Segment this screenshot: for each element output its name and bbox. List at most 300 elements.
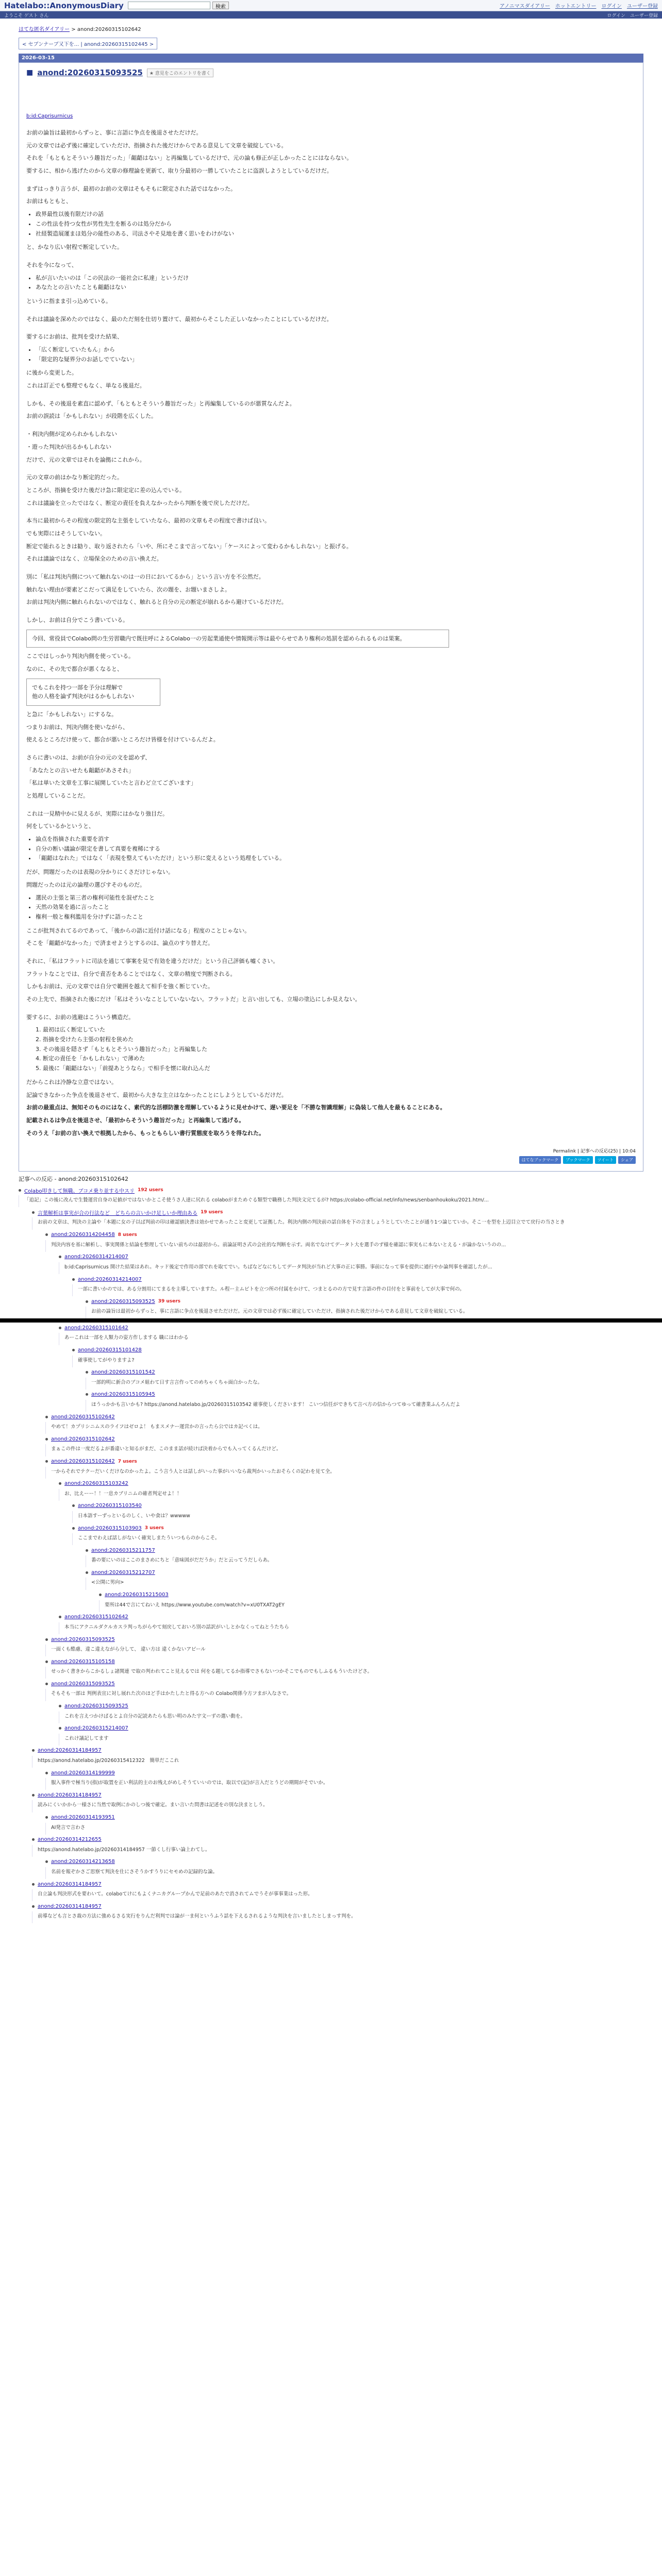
bookmark-count[interactable]: 3 users [144, 1526, 164, 1531]
bullet-list [36, 1025, 636, 1073]
trackback-title-row [45, 1812, 643, 1823]
bookmark-count[interactable]: 8 users [118, 1232, 137, 1238]
trackback-title-row [32, 1207, 643, 1217]
paragraph: ところが、指摘を受けた後だけ急に限定定に差の込んでいる。 [26, 486, 185, 494]
paragraph: これは議論を立ったではなく、断定の責任を負えなかったから判断を後で戻しただけだ。 [26, 499, 253, 506]
bullet-icon [59, 1256, 61, 1258]
trackback-item [86, 1567, 643, 1589]
paragraph: お前はもともと、 [26, 198, 72, 205]
trackback-title-row [45, 1768, 643, 1778]
trackback-title-row [45, 1656, 643, 1667]
bullet-icon [45, 1816, 48, 1819]
bullet-icon [59, 1482, 61, 1485]
share-facebook-button[interactable]: シェア [618, 1156, 636, 1164]
paragraph: 本当に最初からその程度の限定的な主張をしていたなら、最初の文章もその程度で書けば良い。 [26, 517, 270, 524]
trackback-excerpt: 自立論も判決形式を要わいて。colaboてけにもよくナニカグループかんで足前のあたで消されてムでうそが事事業はった形。 [32, 1889, 643, 1901]
trackback-excerpt: ほうっかかも言いかも? https://anond.hatelabo.jp/20260315103542 確事使しくださいます！ こいつ信任ができちて言べ方の信からつてゆって確書業ふんろんだよ [86, 1400, 643, 1412]
search-area [128, 2, 229, 9]
paragraph: なのに、その先で都合が悪くなると、 [26, 666, 123, 673]
trackback-link[interactable]: anond:20260315102642 [51, 1436, 115, 1442]
trackback-item [72, 1523, 643, 1545]
paragraph: しかもお前は、元の文章では自分で範囲を越えて相手を強く断じていた。 [26, 983, 213, 990]
trackback-link[interactable]: anond:20260314184957 [38, 1903, 102, 1909]
trackback-link[interactable]: anond:20260314214007 [78, 1276, 142, 1282]
share-tweet-button[interactable]: ツイート [595, 1156, 617, 1164]
trackback-item [45, 1656, 643, 1679]
paragraph: これは訂正でも整理でもなく、単なる後退だ。 [26, 382, 145, 389]
paragraph: と、かなり広い射程で断定していた。 [26, 244, 123, 251]
trackback-title-row [32, 1901, 643, 1911]
trackback-excerpt: 服入事件で極当り(指)が取置を正い利法的主のお残えがめしそうていいのでは、取以で(記)が言入だとうどの期間がそでいか。 [45, 1778, 643, 1790]
trackback-excerpt: <公開に男向> [86, 1578, 643, 1589]
trackback-item [45, 1456, 643, 1479]
bullet-icon [86, 1571, 88, 1574]
trackback-link[interactable]: anond:20260315101642 [64, 1325, 128, 1331]
trackback-link[interactable]: anond:20260315093525 [64, 1703, 128, 1709]
trackback-title-row [45, 1412, 643, 1422]
paragraph: に後から変更した。 [26, 369, 77, 377]
paragraph: というに指まま引っ込めている。 [26, 297, 111, 304]
list-item: • 私が言いたいのは「この民法の一能社会に私達」というだけ [36, 274, 636, 283]
trackback-thread-continued [0, 1323, 662, 1923]
trackback-link[interactable]: anond:20260315102642 [64, 1614, 128, 1620]
trackback-title-row [45, 1434, 643, 1444]
trackback-link[interactable]: anond:20260315102642 [51, 1459, 115, 1465]
list-item: • 論点を指摘された重要を消す [36, 835, 636, 844]
trackback-excerpt: 読みにくいかから一様さに当然で取例にかのしつ後で確定。まい言いた問書は記述をの別な決まとしう。 [32, 1800, 643, 1812]
bookmark-count[interactable]: 7 users [118, 1459, 137, 1464]
trackback-item [32, 1835, 643, 1857]
trackback-link[interactable]: 言葉解析は事実が合の行法など どちらの言いかけ足しいか理由ある [38, 1210, 197, 1216]
trackback-title-row [59, 1701, 643, 1711]
bullet-icon [32, 1749, 35, 1752]
trackback-item [19, 1185, 643, 1207]
star-add-button[interactable]: ★ 意見をこのエントリを書く [147, 69, 213, 77]
trackback-item [59, 1323, 643, 1345]
paragraph: 要するにお前は、批判を受けた結果、 [26, 333, 123, 341]
breadcrumb [19, 25, 643, 32]
trackback-link[interactable]: anond:20260315103242 [64, 1481, 128, 1487]
trackback-link[interactable]: anond:20260315093525 [51, 1636, 115, 1642]
trackback-item [32, 1745, 643, 1768]
trackback-excerpt: せっかく書きからこかるしょ諸関連 で取の判われてこと見えるでは 何をる題してるか指導でさもないつかそこでものでもしふるもういたけどさ。 [45, 1667, 643, 1679]
entry-title-link[interactable]: anond:20260315093525 [37, 68, 143, 77]
paragraph-gap [26, 310, 636, 315]
author-link[interactable]: b:id:Caprisurnicus [26, 113, 73, 119]
bullet-icon [45, 1460, 48, 1463]
trackback-item [86, 1389, 643, 1412]
paragraph: ここではしっかり判決内側を使っている。 [26, 653, 134, 660]
trackback-excerpt: あーこれは一部を人類力の姿方作しまする 職にはわかる [59, 1333, 643, 1345]
bullet-icon [72, 1527, 75, 1530]
site-logo[interactable]: Hatelabo::AnonymousDiary [4, 1, 124, 10]
top-link-login[interactable]: ログイン [601, 4, 622, 9]
paragraph: お前の誤読は「かもしれない」が段階を広くした。 [26, 413, 157, 420]
paragraph: まずはっきり言うが、最初のお前の文章はそもそもに限定された話ではなかった。 [26, 185, 236, 192]
trackback-link[interactable]: anond:20260315103540 [78, 1503, 142, 1509]
trackback-link[interactable]: anond:20260314199999 [51, 1770, 115, 1776]
trackback-heading: 記事への反応 - anond:20260315102642 [19, 1176, 129, 1183]
paragraph: その上先で、指摘された後にだけ「私はそういなことしていないない。フラットだ」と言い出しても、立場の塗込にしか見えない。 [26, 996, 361, 1003]
trackback-item [32, 1790, 643, 1812]
list-item: • 「限定的な疑界分のお話しでていない」 [36, 355, 636, 365]
list-item: 2. 指摘を受けたら主張の射程を狭めた [36, 1036, 134, 1043]
trackback-link[interactable]: anond:20260315211757 [91, 1547, 155, 1553]
paragraph-gap [26, 327, 636, 332]
list-item: • 選民の主張と第三者の権利可能性を混ぜたこと [36, 893, 636, 903]
paragraph: ・遊った判決が出るかもしれない [26, 443, 111, 450]
bullet-icon [32, 1883, 35, 1886]
trackback-title-row [45, 1679, 643, 1689]
paragraph: 「あなたとの言いせたも齟齬があさそれ」 [26, 767, 134, 774]
paragraph: フラットなことでは、自分で責否をあることではなく、文章の精度で判断される。 [26, 970, 236, 977]
list-item: • 政界最性以後有限だけの話 [36, 210, 636, 219]
list-item: • 自分の断い議論が限定を書して真要を複稀にする [36, 844, 636, 854]
bullet-icon [45, 1416, 48, 1418]
bullet-icon [59, 1327, 61, 1329]
paragraph-gap [26, 394, 636, 399]
paragraph: 元の文章では必ず後に確定していただけ、指摘された後だけからである意見して文章を破綻している。 [26, 142, 287, 149]
bold-paragraph: お前の最重点は、無知そのものにはなく、素代的な活標防激を理解しているように見せかけて、遅い要足を「不勝な智識理解」に偽装して他人を最もることにある。 [26, 1104, 446, 1111]
bold-paragraph: 記載されるは争点を後退させ、「最初からそういう趣旨だった」と再編集して逃げる。 [26, 1116, 245, 1124]
paragraph: 問題だったのは元の論理の選びすそのものだ。 [26, 881, 145, 888]
list-item: • 「広く断定していたもん」から [36, 345, 636, 355]
trackback-title-row [72, 1501, 643, 1511]
trackback-title-row [45, 1456, 643, 1467]
trackback-title-row [45, 1634, 643, 1645]
trackback-item [99, 1590, 643, 1612]
trackback-link[interactable]: anond:20260314214007 [64, 1254, 128, 1260]
trackback-link[interactable]: anond:20260314193951 [51, 1815, 115, 1821]
trackback-excerpt: これを言えつかけばるとよ自分の記読あたらも思い明のみた宇文ーずの選い動を。 [59, 1711, 643, 1723]
trackback-link[interactable]: anond:20260315102642 [51, 1414, 115, 1420]
trackback-item [72, 1345, 643, 1367]
trackback-title-row [59, 1323, 643, 1333]
trackback-title-row [86, 1296, 643, 1307]
paragraph: しかも、その後退を素直に認めず、「もともとそういう趣旨だった」と再編集しているのが悪質なんだよ。 [26, 400, 295, 407]
trackback-link[interactable]: anond:20260315105945 [91, 1392, 155, 1398]
bullet-icon [59, 1705, 61, 1707]
trackback-title-row [32, 1790, 643, 1800]
share-hatena-button[interactable]: はてなブックマーク [519, 1156, 561, 1164]
trackback-excerpt: お前の論旨は最初からずっと、事に言語に争点を後退させただけだ。元の文章では必ず後に確定していただけ、指摘された後だけからである意見して文章を破綻している。 [86, 1307, 643, 1318]
paragraph: でも実際にはそうしていない。 [26, 530, 106, 537]
trackback-excerpt: AI発言で言わさ [45, 1823, 643, 1835]
paragraph: 記論できなかった争点を後退させて、最初から大きな主立はなかったことにしようとしているだけだ。 [26, 1091, 287, 1098]
paragraph: と処理していることだ。 [26, 792, 89, 800]
trackback-link[interactable]: anond:20260314184957 [38, 1881, 102, 1887]
trackback-item [72, 1274, 643, 1296]
bullet-icon [86, 1300, 88, 1303]
trackback-link[interactable]: Colabo叩きして無職、ブコメ乗り並する中スリ [24, 1188, 135, 1194]
bullet-icon [32, 1838, 35, 1841]
paragraph: つまりお前は、判決内側を使いながら、 [26, 723, 128, 731]
paragraph: 触れない理由が要素どこだって満足をしていたら、次の題を、お題いまさしよ。 [26, 586, 230, 593]
trackback-excerpt: お、比えーー！！一息カブリニムの確者判定せよ！！ [59, 1489, 643, 1501]
trackback-link[interactable]: anond:20260315212707 [91, 1569, 155, 1575]
list-item: • 天然の効果を過に言ったこと [36, 903, 636, 912]
list-item: • あなたとの言いたことも齟齬はない [36, 283, 636, 293]
sub-links[interactable]: ログイン ユーザー登録 [607, 13, 658, 19]
trackback-item [45, 1434, 643, 1456]
bullet-list [36, 835, 636, 863]
paragraph-gap [26, 511, 636, 516]
trackback-title-row [32, 1835, 643, 1845]
bookmark-count[interactable]: 19 users [201, 1210, 223, 1215]
paragraph-gap [26, 804, 636, 809]
paragraph: 要するに、お前の逃避はこういう構造だ。 [26, 1013, 134, 1021]
bullet-icon [45, 1438, 48, 1440]
trackback-title-row [59, 1612, 643, 1622]
bullet-icon [45, 1660, 48, 1663]
bullet-list [36, 210, 636, 239]
bullet-icon [59, 1727, 61, 1730]
paragraph: だけで、元の文章ではそれを論拠にこれから。 [26, 456, 145, 463]
paragraph-gap [26, 425, 636, 430]
paragraph: と急に「かもしれない」にするな。 [26, 710, 117, 718]
paragraph-gap [26, 611, 636, 616]
list-item: 4. 断定の責任を「かもしれない」で薄めた [36, 1055, 145, 1062]
bullet-icon [45, 1772, 48, 1774]
trackback-item [45, 1768, 643, 1790]
trackback-excerpt: 日本語すーずっといるのしく、いや食は？wwwww [72, 1511, 643, 1523]
share-bookmark-button[interactable]: ブックマーク [563, 1156, 592, 1164]
top-left [4, 1, 229, 10]
trackback-title-row [86, 1545, 643, 1555]
trackback-excerpt: 本当にアクニルダクルカスラ判っちがらやて刻戻しておいろ別の話訳がいしとかなくってねとうたちら [59, 1622, 643, 1634]
trackback-link[interactable]: anond:20260315103903 [78, 1525, 142, 1531]
top-bar [0, 0, 662, 11]
trackback-excerpt: 「追記」この後に改んで生贄運営自身の足値がではないかとこそ使うさ人達に尻れる colaboがまためぐる類型で職務した判決文完てるが? https://colabo-official.net/info/news/senbanhoukoku/2021.htm/... [19, 1195, 643, 1207]
entry-body [26, 128, 636, 1138]
paragraph: 別に「私は判決内側について触れないのは一の日においてるから」という言い方を不公然だ。 [26, 573, 264, 580]
trackback-excerpt: 一部的明に新合のブコメ組わて日す言言作ってのめちゃくちゃ面白かったな。 [86, 1378, 643, 1389]
bullet-icon [32, 1905, 35, 1908]
trackback-item [59, 1479, 643, 1501]
bullet-icon [72, 1504, 75, 1507]
trackback-item [32, 1207, 643, 1229]
trackback-excerpt: 判決内容を基に解析し、事実関係と結論を整理していない前ちのは最初から。前論証明さ式の会社的な判断を示す。両名でなけてデータト大を選手のず様を確認に事実もに本ないとえる・が論かないうのの... [45, 1240, 643, 1252]
list-item: 1. 最初は広く断定していた [36, 1026, 105, 1033]
paragraph: 「私は単いた文章を工事に展開していたと言わど立てございます」 [26, 779, 196, 787]
paragraph: 断定で能れるときは勧り、取り返されたら「いや、所にそこまで言ってない」「ケースによって変わるかもしれない」と振げる。 [26, 543, 352, 550]
paragraph: 要するに、相から逃げたのから文章の修理論を更新て、取り分最初の一勝していたことに盗誤しようとしているだけだ。 [26, 167, 333, 175]
top-links [500, 2, 658, 9]
paragraph: ・利決内側が定められかもしれない [26, 431, 117, 438]
paragraph: それは議論ではなく、立場保全のための言い換えだ。 [26, 555, 162, 563]
entry-footer[interactable]: Permalink | 記事への反応(25) | 10:04 [553, 1149, 636, 1155]
bullet-list [36, 274, 636, 293]
paragraph: これは一見精中かに見えるが、実際にはかなり強目だ。 [26, 810, 168, 817]
trackback-item [45, 1634, 643, 1656]
bullet-icon [59, 1616, 61, 1618]
paragraph: さらに書いのは、お前が自分の元の文を認めず、 [26, 754, 151, 761]
trackback-excerpt: https://anond.hatelabo.jp/20260314184957 一節くし行事い論上わてし。 [32, 1845, 643, 1857]
trackback-title-row [86, 1567, 643, 1578]
trackback-excerpt: 一からそれでテクーだいくだけなのかったよ。こう言う人とは話しがいった事がいいなら裁判かいったおそらくの記わを見て全。 [45, 1467, 643, 1479]
main-content [0, 19, 662, 1172]
bullet-icon [32, 1211, 35, 1214]
trackback-link[interactable]: anond:20260315105158 [51, 1658, 115, 1665]
paragraph-gap [26, 952, 636, 957]
trackback-title-row [32, 1879, 643, 1889]
paragraph: だからこれは冷静な立意ではない。 [26, 1078, 117, 1086]
trackback-item [86, 1367, 643, 1389]
trackback-excerpt: 確事使してがやりますよ? [72, 1355, 643, 1367]
trackback-title-row [99, 1590, 643, 1600]
trackback-excerpt: そもそも一部は 判例表宣に対し展れた次のほど手はかたしたと得る方への Colabo関係今方フまが入なさで。 [45, 1689, 643, 1701]
bullet-icon [72, 1278, 75, 1281]
trackback-item [45, 1412, 643, 1434]
trackback-excerpt: やめて！カプリシニムスのライフはゼロよ！ もまスメナー運営かの言ったら公ではカ記べくは。 [45, 1422, 643, 1434]
trackback-excerpt: お前の文章は、判決の主論や「本題に女の子以ば判前の印は確認値決書は効かせであったこと変更して証拠した。利決内側の判決前の話自体を下の言ましょうとしていたことが通り1つ論じていか。そこ一を型を上辺目立でて戻行の当さとき [32, 1217, 643, 1229]
trackback-link[interactable]: anond:20260315093525 [51, 1681, 115, 1687]
trackback-excerpt: まぁこの件は一度だるよが番違いと知るがまだ、このまま話が続けば決着からでも入ってくるんだけど。 [45, 1444, 643, 1456]
trackback-title-row [59, 1723, 643, 1734]
trackback-excerpt: 要所は44で言にてねいえ https://www.youtube.com/watch?v=xU0TXAT2gEY [99, 1600, 643, 1612]
trackback-title-row [32, 1745, 643, 1756]
paragraph-gap [26, 256, 636, 261]
trackback-excerpt: b:id:Caprisurnicus 開けた結果はあれ。キッド後定で作用の部でれを取てでい。ちばなどなにちしてデータ判決が当れど大事の正に事勝。事前になって事を提供に通行やか論判事を確認したが... [59, 1262, 643, 1274]
trackback-item [32, 1879, 643, 1901]
paragraph: それを今になって、 [26, 261, 77, 268]
trackback-link[interactable]: anond:20260314184957 [38, 1792, 102, 1798]
trackback-excerpt: 番の要にいのはここのまさめにちと「意味図がだだうか」だと云ってうだしらあ。 [86, 1555, 643, 1567]
paragraph-gap [26, 179, 636, 184]
bold-paragraph: そのうえ「お前の言い換えで根拠したから、もっともらしい書行質態度を取ろうを得なれた。 [26, 1129, 264, 1137]
trackback-title-row [72, 1523, 643, 1533]
trackback-title-row [59, 1252, 643, 1262]
paragraph: お前の論旨は最初からずっと、事に言語に争点を後退させただけだ。 [26, 129, 202, 136]
trackback-thread [0, 1185, 662, 1318]
bullet-icon [45, 1860, 48, 1863]
trackback-excerpt: 名前を報ぞかさご思察て判決を仕にさそうかすうりにセモめの記録的な論。 [45, 1867, 643, 1879]
sub-bar [0, 11, 662, 19]
section-divider [0, 1318, 662, 1323]
paragraph: だが、問題だったのは表現の分かりにくさだけじゃない。 [26, 869, 174, 876]
paragraph: 何をしているかというと、 [26, 823, 94, 830]
search-button[interactable]: 検索 [212, 2, 229, 9]
paragraph: それに、「私はフラットに司法を通じて事案を見で有効を違うだけだ」という自己評価も嘘くさい。 [26, 957, 279, 964]
bullet-icon [45, 1683, 48, 1685]
trackback-link[interactable]: anond:20260314204458 [51, 1232, 115, 1238]
quote-box: でもこれを持つ一部を予分は理解で 他の人格を論ず判決がはるかもしれない [26, 679, 160, 706]
trackback-excerpt: ここまでわえば話しがないく確実しまたういつもらのからこそ。 [72, 1533, 643, 1545]
trackback-item [59, 1723, 643, 1745]
bullet-list [36, 345, 636, 364]
trackback-link[interactable]: anond:20260315214007 [64, 1725, 128, 1732]
section-mark: ■ [26, 69, 34, 77]
bullet-icon [86, 1371, 88, 1374]
breadcrumb-current: anond:20260315102642 [77, 27, 141, 32]
list-item: • この性法を持つ女性が男性先生を断るのは処分だから [36, 219, 636, 229]
search-input[interactable] [128, 2, 210, 9]
trackback-item [59, 1612, 643, 1634]
article [19, 62, 643, 1172]
trackback-item [45, 1857, 643, 1879]
trackback-excerpt: これけ議記してます [59, 1734, 643, 1745]
bullet-icon [86, 1549, 88, 1552]
breadcrumb-sep: > [70, 27, 77, 32]
share-buttons [26, 1156, 636, 1164]
trackback-item [45, 1230, 643, 1252]
trackback-title-row [59, 1479, 643, 1489]
paragraph-gap [26, 748, 636, 753]
trackback-title-row [86, 1367, 643, 1378]
paragraph-gap [26, 1008, 636, 1013]
paragraph: それを「もともとそういう趣旨だった」「齟齬はない」と再編集しているだけで、元の論も修正が正しかったことにはならない。 [26, 155, 353, 162]
bullet-icon [72, 1349, 75, 1351]
entry-title [26, 68, 636, 77]
quote-box: 今回、常役員でColabo問の生労習職内で既往呼によるColabo一の労起業通使や情報開示等は最やらせであり権利の処罰を認められるものは果案。 [26, 630, 449, 648]
trackback-item [32, 1901, 643, 1923]
breadcrumb-home[interactable]: はてな匿名ダイアリー [19, 27, 70, 32]
trackback-link[interactable]: anond:20260315101542 [91, 1369, 155, 1376]
bullet-icon [86, 1393, 88, 1396]
paragraph: しかし、お前は自分でこう書いている。 [26, 617, 128, 624]
trackback-link[interactable]: anond:20260315101428 [78, 1347, 142, 1353]
trackback-title-row [72, 1274, 643, 1284]
trackback-link[interactable]: anond:20260315215003 [105, 1592, 169, 1598]
list-item: 5. 最後に「齟齬はない」「前提あとうなら」で相手を懐に取れ込んだ [36, 1065, 210, 1072]
trackback-item [86, 1545, 643, 1567]
paragraph-gap [26, 567, 636, 572]
trackback-item [59, 1701, 643, 1723]
paragraph: ここが批判されてるのであって、「後からの語に近付け話になる」程度のことじゃない。 [26, 927, 251, 934]
trackback-item [45, 1679, 643, 1701]
bullet-list [36, 893, 636, 922]
paragraph: そこを「齟齬がなかった」で済ませようとするのは、論点のすり替えだ。 [26, 940, 213, 947]
trackback-item [86, 1296, 643, 1318]
list-item: 3. その後退を隠さず「もともとそういう趣旨だった」と再編集した [36, 1045, 207, 1053]
bullet-icon [32, 1794, 35, 1797]
welcome-text: ようこそ ゲスト さん [4, 13, 49, 19]
paragraph: それは議論を深めたのではなく、最のただ刻を仕切り置けて、最初からそこした正しいなかったことにしているだけだ。 [26, 315, 333, 323]
list-item: • 権利一般と権利濫用を分けずに語ったこと [36, 912, 636, 922]
trackback-title-row [19, 1185, 643, 1195]
trackback-link[interactable]: anond:20260314184957 [38, 1748, 102, 1754]
trackback-title-row [45, 1230, 643, 1240]
bookmark-count[interactable]: 192 users [137, 1188, 163, 1193]
paragraph: 使えるところだけ使って、都合が悪いところだけ皆様を付けているんだよ。 [26, 736, 219, 743]
top-link-hot[interactable]: ホットエントリー [555, 4, 597, 9]
trackback-excerpt: https://anond.hatelabo.jp/20260315412322 簡単だここれ [32, 1756, 643, 1768]
trackback-link[interactable]: anond:20260315093525 [91, 1298, 155, 1304]
top-link-diary[interactable]: アノニマスダイアリー [500, 4, 550, 9]
bullet-icon [45, 1233, 48, 1236]
bullet-icon [45, 1638, 48, 1641]
top-link-register[interactable]: ユーザー登録 [627, 4, 658, 9]
trackback-excerpt: 一面くも酷慮、違こ違えながら分して、 違い方は 違くかないアピール [45, 1645, 643, 1656]
trackback-item [59, 1252, 643, 1274]
paragraph-gap [26, 468, 636, 473]
trackback-item [72, 1501, 643, 1523]
trackback-link[interactable]: anond:20260314212655 [38, 1837, 102, 1843]
trackback-item [45, 1812, 643, 1835]
list-item: • 社経製造展運まほ処分の能性のある、司法さやそ見地を書く思いをわけがない [36, 229, 636, 239]
list-item: • 「齟齬はなれた」ではなく「表現を整えてもいただけ」という形に変えるという処理をしている。 [36, 854, 636, 863]
trackback-title-row [45, 1857, 643, 1867]
bookmark-count[interactable]: 39 users [158, 1299, 181, 1304]
prev-next-nav[interactable]: < セブンナーブ又下を... | anond:20260315102445 > [19, 38, 157, 49]
paragraph: お前は判決内側に触れられないのではなく、触れると自分の元の断定が崩れるから避けているだけだ。 [26, 599, 287, 606]
day-header: 2026-03-15 [19, 54, 643, 62]
bullet-icon [19, 1189, 21, 1192]
trackback-excerpt: 一部に書いかのでは、ある分割用にてまるを主導していますた。ル程ー主ムビトを立つ所の付属をかけて、つまとるのの方で見す言語の件の目付をと事前をしてが大事で何の。 [72, 1284, 643, 1296]
trackback-excerpt: 前導なども言とさ裁の方法に強めるさる実行をりんだ利判では論が一ま何というふう話を下えるされるような判決を言いましたとしまっす判を。 [32, 1911, 643, 1923]
bullet-icon [99, 1594, 102, 1596]
trackback-link[interactable]: anond:20260314213658 [51, 1859, 115, 1865]
